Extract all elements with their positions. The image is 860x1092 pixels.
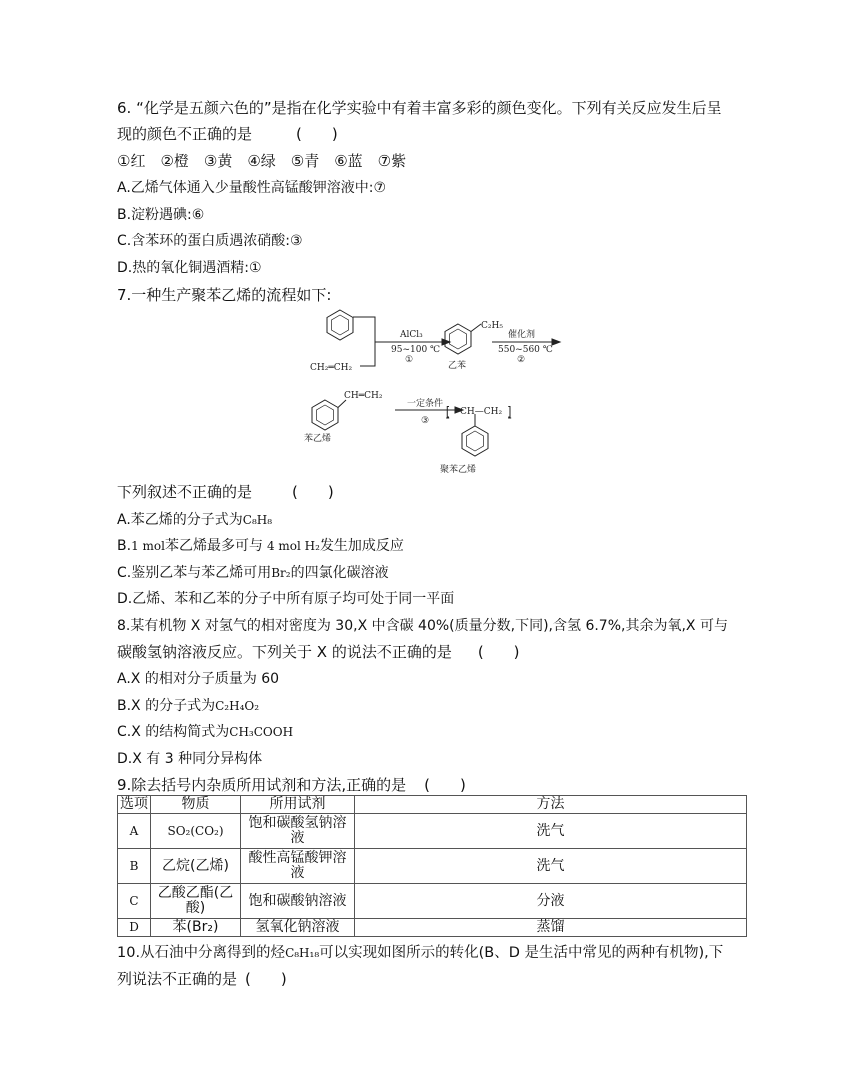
condition-2-bottom: 550~560 ℃ xyxy=(498,345,553,355)
ethylene-formula: CH₂═CH₂ xyxy=(310,363,353,373)
q10-stem-line2: 列说法不正确的是 ( ) xyxy=(117,970,287,988)
polystyrene-label: 聚苯乙烯 xyxy=(440,465,477,475)
q8-stem-line1: 8.某有机物 X 对氢气的相对密度为 30,X 中含碳 40%(质量分数,下同),含氢 6.7%,其余为氧,X 可与 xyxy=(117,618,728,634)
styrene-label: 苯乙烯 xyxy=(304,434,332,444)
answer-paren: ( ) xyxy=(245,970,287,988)
ethyl-group: C₂H₅ xyxy=(481,321,503,331)
ethylbenzene-ring-structure xyxy=(445,324,481,354)
styrene-ring-structure xyxy=(312,400,346,430)
polymer-bracket-left: ⦋ xyxy=(446,404,450,418)
q6-stem-line2: 现的颜色不正确的是 ( ) xyxy=(117,125,338,143)
q6-option-d: D.热的氧化铜遇酒精:① xyxy=(117,260,262,276)
step-3-label: ③ xyxy=(421,416,430,426)
polystyrene-ring-structure xyxy=(462,414,488,456)
reagent-method-table xyxy=(117,795,747,937)
condition-2-top: 催化剂 xyxy=(508,330,536,340)
q6-color-list: ①红 ②橙 ③黄 ④绿 ⑤青 ⑥蓝 ⑦紫 xyxy=(117,152,407,170)
q8-option-a: A.X 的相对分子质量为 60 xyxy=(117,671,280,687)
polymer-chain: CH—CH₂ xyxy=(460,407,503,417)
q6-option-a: A.乙烯气体通入少量酸性高锰酸钾溶液中:⑦ xyxy=(117,180,387,196)
condition-3-top: 一定条件 xyxy=(407,399,444,409)
q6-option-b: B.淀粉遇碘:⑥ xyxy=(117,207,205,223)
answer-paren: ( ) xyxy=(292,483,334,501)
answer-paren: ( ) xyxy=(424,776,466,794)
condition-1-bottom: 95~100 ℃ xyxy=(391,345,441,355)
table-row: B 乙烷(乙烯) 酸性高锰酸钾溶液 洗气 xyxy=(118,849,747,884)
polymer-bracket-right: ⦌ xyxy=(508,404,512,418)
table-row: D 苯(Br₂) 氢氧化钠溶液 蒸馏 xyxy=(118,919,747,937)
polystyrene-reaction-scheme xyxy=(300,302,570,482)
header-option: 选项 xyxy=(118,796,151,814)
table-header-row xyxy=(118,796,747,814)
step-1-label: ① xyxy=(405,355,414,365)
header-substance: 物质 xyxy=(151,796,241,814)
q7-option-d: D.乙烯、苯和乙苯的分子中所有原子均可处于同一平面 xyxy=(117,591,455,607)
header-method: 方法 xyxy=(355,796,747,814)
q7-stem: 7.一种生产聚苯乙烯的流程如下: xyxy=(117,286,332,304)
q8-option-d: D.X 有 3 种同分异构体 xyxy=(117,751,263,767)
answer-paren: ( ) xyxy=(296,125,338,143)
step-2-label: ② xyxy=(517,355,526,365)
q6-stem-line1: 6. “化学是五颜六色的”是指在化学实验中有着丰富多彩的颜色变化。下列有关反应发生后呈 xyxy=(117,99,722,117)
table-row: A SO₂(CO₂) 饱和碳酸氢钠溶液 洗气 xyxy=(118,814,747,849)
header-reagent: 所用试剂 xyxy=(241,796,355,814)
table-row: C 乙酸乙酯(乙酸) 饱和碳酸钠溶液 分液 xyxy=(118,884,747,919)
ethylbenzene-label: 乙苯 xyxy=(448,361,467,371)
q8-option-b: B.X 的分子式为C₂H₄O₂ xyxy=(117,698,260,714)
q10-stem-line1: 10.从石油中分离得到的烃C₈H₁₈可以实现如图所示的转化(B、D 是生活中常见的两种有机物),下 xyxy=(117,945,724,961)
condition-1-top: AlCl₃ xyxy=(400,330,423,340)
answer-paren: ( ) xyxy=(477,643,520,661)
q7-option-a: A.苯乙烯的分子式为C₈H₈ xyxy=(117,512,273,528)
q6-option-c: C.含苯环的蛋白质遇浓硝酸:③ xyxy=(117,233,303,249)
q7-question: 下列叙述不正确的是 ( ) xyxy=(117,483,334,501)
q8-stem-line2: 碳酸氢钠溶液反应。下列关于 X 的说法不正确的是 ( ) xyxy=(117,643,520,661)
q7-option-c: C.鉴别乙苯与苯乙烯可用Br₂的四氯化碳溶液 xyxy=(117,565,389,581)
q9-stem: 9.除去括号内杂质所用试剂和方法,正确的是 ( ) xyxy=(117,776,466,794)
q8-option-c: C.X 的结构简式为CH₃COOH xyxy=(117,724,294,740)
vinyl-group: CH═CH₂ xyxy=(344,391,383,401)
q7-option-b: B.1 mol苯乙烯最多可与 4 mol H₂发生加成反应 xyxy=(117,538,404,554)
benzene-ring-structure xyxy=(327,310,353,340)
